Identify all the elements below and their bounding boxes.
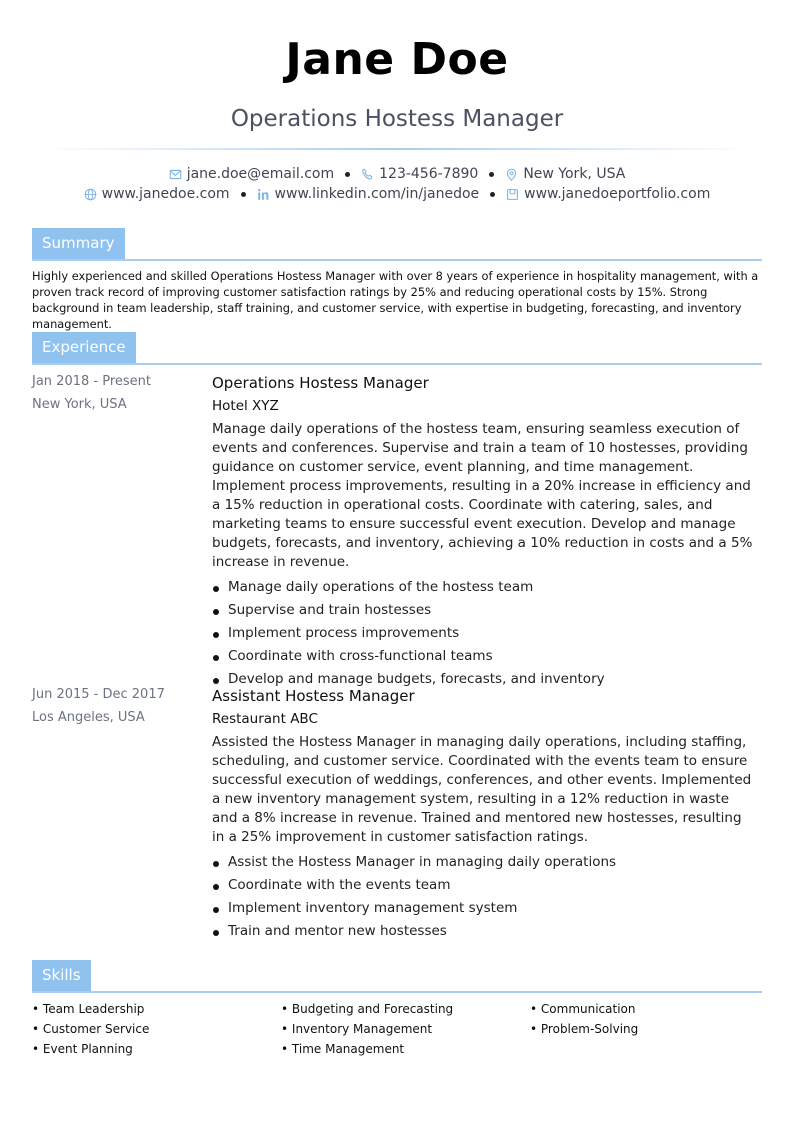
skill-item: • Inventory Management — [281, 1022, 433, 1036]
contact-row-primary — [0, 166, 794, 182]
separator-dot — [490, 192, 495, 197]
experience-section-header — [32, 332, 762, 365]
portfolio-icon — [506, 188, 519, 201]
skills-section-header — [32, 960, 762, 993]
job-bullet-list — [212, 851, 757, 943]
skill-item: • Communication — [530, 1002, 636, 1016]
experience-heading: Experience — [32, 332, 136, 363]
separator-dot — [241, 192, 246, 197]
skill-text: Budgeting and Forecasting — [291, 1002, 454, 1016]
job-bullet-list — [212, 576, 757, 691]
skill-text: Time Management — [291, 1042, 405, 1056]
phone-icon — [361, 168, 374, 181]
contact-email[interactable] — [169, 166, 334, 182]
skills-column-2 — [281, 999, 453, 1059]
contact-location — [505, 166, 625, 182]
bullet-text: Develop and manage budgets, forecasts, and inventory — [228, 671, 605, 687]
job-2 — [212, 686, 757, 943]
contact-portfolio[interactable] — [506, 186, 710, 202]
skill-text: Team Leadership — [42, 1002, 145, 1016]
bullet-text: Coordinate with the events team — [228, 877, 451, 893]
list-item — [212, 920, 757, 943]
list-item — [212, 897, 757, 920]
bullet-text: Train and mentor new hostesses — [228, 923, 447, 939]
skill-item: • Budgeting and Forecasting — [281, 1002, 454, 1016]
list-item — [212, 874, 757, 897]
bullet-icon — [213, 930, 219, 936]
skill-item: • Problem-Solving — [530, 1022, 639, 1036]
bullet-text: Supervise and train hostesses — [228, 602, 432, 618]
bullet-icon — [213, 907, 219, 913]
candidate-title: Operations Hostess Manager — [230, 106, 564, 132]
skill-text: Inventory Management — [291, 1022, 433, 1036]
job-dates: Jun 2015 - Dec 2017 — [32, 687, 165, 702]
bullet-text: Assist the Hostess Manager in managing daily operations — [228, 854, 617, 870]
separator-dot — [489, 172, 494, 177]
skills-column-1 — [32, 999, 149, 1059]
list-item — [212, 576, 757, 599]
job-description: Assisted the Hostess Manager in managing daily operations, including staffing, scheduling, and customer service. Coordinated with the events team to ensure successful execution of weddings, conferences, and other events. Implemented a new inventory management system, resulting in a 12% reduction in waste and a 8% increase in revenue. Trained and mentored new hostesses, resulting in a 25% improvement in customer satisfaction ratings. — [212, 734, 752, 845]
job-dates: Jan 2018 - Present — [32, 374, 151, 389]
bullet-text: Manage daily operations of the hostess team — [228, 579, 534, 595]
list-item — [212, 622, 757, 645]
bullet-icon — [213, 632, 219, 638]
portfolio-text: www.janedoeportfolio.com — [524, 186, 711, 202]
job-company: Restaurant ABC — [212, 711, 318, 727]
location-text: New York, USA — [523, 166, 626, 182]
job-2-meta — [32, 683, 165, 729]
job-1-meta — [32, 370, 151, 416]
skill-text: Customer Service — [42, 1022, 150, 1036]
bullet-text: Implement inventory management system — [228, 900, 518, 916]
job-location: New York, USA — [32, 397, 127, 412]
bullet-text: Implement process improvements — [228, 625, 460, 641]
skills-column-3 — [530, 999, 638, 1039]
job-company: Hotel XYZ — [212, 398, 279, 414]
contact-website[interactable] — [84, 186, 230, 202]
bullet-icon — [213, 861, 219, 867]
summary-heading: Summary — [32, 228, 125, 259]
linkedin-icon — [257, 188, 270, 201]
skill-item: • Event Planning — [32, 1042, 133, 1056]
skill-item: • Time Management — [281, 1042, 405, 1056]
skills-heading: Skills — [32, 960, 91, 991]
website-text: www.janedoe.com — [101, 186, 230, 202]
job-description: Manage daily operations of the hostess team, ensuring seamless execution of events and conferences. Supervise and train a team of 10 hostesses, providing guidance on customer service, event planning, and time management. Implement process improvements, resulting in a 20% increase in efficiency and a 15% reduction in operational costs. Coordinate with catering, sales, and marketing teams to ensure successful event execution. Develop and manage budgets, forecasts, and inventory, achieving a 10% reduction in costs and a 5% increase in revenue. — [212, 421, 753, 570]
mail-icon — [169, 168, 182, 181]
globe-icon — [84, 188, 97, 201]
list-item — [212, 599, 757, 622]
title-divider — [40, 148, 754, 150]
separator-dot — [345, 172, 350, 177]
job-location: Los Angeles, USA — [32, 710, 145, 725]
list-item — [212, 851, 757, 874]
skill-text: Event Planning — [42, 1042, 133, 1056]
bullet-icon — [213, 678, 219, 684]
bullet-icon — [213, 586, 219, 592]
job-title: Assistant Hostess Manager — [212, 687, 415, 705]
phone-text: 123-456-7890 — [379, 166, 479, 182]
summary-text: Highly experienced and skilled Operations Hostess Manager with over 8 years of experience in hospitality management, with a proven track record of improving customer satisfaction ratings by 25% and reducing operational costs by 15%. Strong background in team leadership, staff training, and customer service, with expertise in budgeting, forecasting, and inventory management. — [32, 269, 759, 331]
location-pin-icon — [505, 168, 518, 181]
bullet-icon — [213, 655, 219, 661]
contact-linkedin[interactable] — [257, 186, 480, 202]
summary-section-header — [32, 228, 762, 261]
job-1 — [212, 373, 757, 691]
contact-phone[interactable] — [361, 166, 478, 182]
bullet-icon — [213, 609, 219, 615]
candidate-name: Jane Doe — [285, 34, 509, 85]
linkedin-text: www.linkedin.com/in/janedoe — [274, 186, 480, 202]
contact-row-links — [0, 186, 794, 202]
skill-item: • Team Leadership — [32, 1002, 145, 1016]
bullet-text: Coordinate with cross-functional teams — [228, 648, 493, 664]
skill-text: Problem-Solving — [540, 1022, 639, 1036]
skill-item: • Customer Service — [32, 1022, 150, 1036]
email-text: jane.doe@email.com — [186, 166, 335, 182]
job-title: Operations Hostess Manager — [212, 374, 429, 392]
list-item — [212, 645, 757, 668]
skill-text: Communication — [540, 1002, 636, 1016]
bullet-icon — [213, 884, 219, 890]
